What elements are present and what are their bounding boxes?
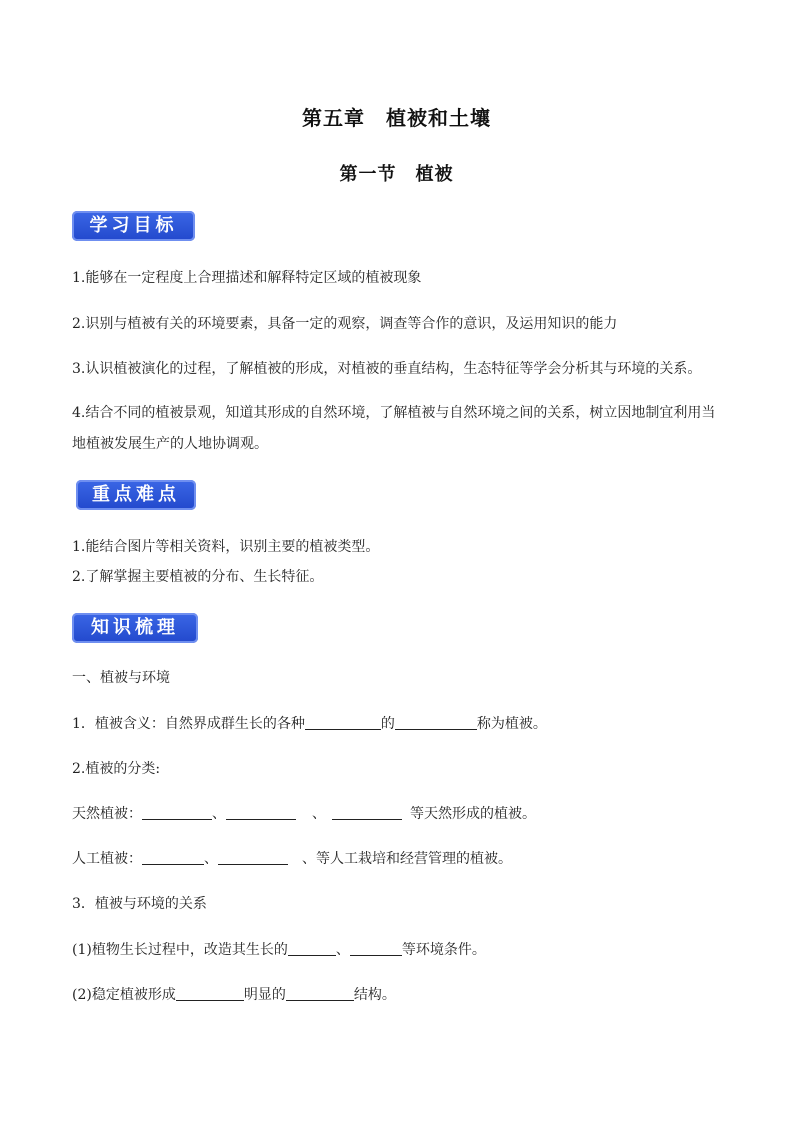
r2-prefix: (2)稳定植被形成 bbox=[72, 987, 176, 1003]
fill-blank[interactable] bbox=[176, 986, 244, 1001]
key-points-badge: 重点难点 bbox=[76, 480, 196, 510]
question-1-definition bbox=[72, 714, 732, 734]
key-point-item-1: 1.能结合图片等相关资料，识别主要的植被类型。 bbox=[72, 539, 380, 555]
relation-item-2 bbox=[72, 985, 732, 1005]
natural-suffix: 等天然形成的植被。 bbox=[410, 806, 536, 822]
q1-mid: 的 bbox=[380, 716, 395, 732]
natural-sep-1: 、 bbox=[212, 806, 226, 822]
section-title: 第一节 植被 bbox=[339, 164, 454, 185]
fill-blank[interactable] bbox=[218, 850, 288, 865]
learning-goals-badge: 学习目标 bbox=[72, 211, 195, 241]
natural-vegetation-line bbox=[72, 804, 732, 824]
knowledge-badge: 知识梳理 bbox=[72, 613, 198, 643]
goal-item-4: 4.结合不同的植被景观，知道其形成的自然环境，了解植被与自然环境之间的关系，树立因地制宜利用当地植被发展生产的人地协调观。 bbox=[72, 405, 716, 452]
artificial-vegetation-line bbox=[72, 849, 732, 869]
artificial-prefix: 人工植被： bbox=[72, 851, 142, 867]
r2-mid: 明显的 bbox=[243, 987, 286, 1003]
fill-blank[interactable] bbox=[286, 986, 354, 1001]
fill-blank[interactable] bbox=[288, 941, 336, 956]
question-3-heading: 3．植被与环境的关系 bbox=[72, 896, 207, 912]
fill-blank[interactable] bbox=[305, 715, 381, 730]
question-2-heading: 2.植被的分类: bbox=[72, 761, 161, 777]
section-heading-vegetation-environment: 一、植被与环境 bbox=[72, 670, 170, 686]
key-point-item-2: 2.了解掌握主要植被的分布、生长特征。 bbox=[72, 569, 324, 585]
goal-item-3: 3.认识植被演化的过程，了解植被的形成，对植被的垂直结构，生态特征等学会分析其与环境的关系。 bbox=[72, 361, 702, 377]
artificial-sep-1: 、 bbox=[204, 851, 218, 867]
artificial-suffix: 、等人工栽培和经营管理的植被。 bbox=[302, 851, 512, 867]
fill-blank[interactable] bbox=[142, 805, 212, 820]
fill-blank[interactable] bbox=[226, 805, 296, 820]
natural-prefix: 天然植被： bbox=[72, 806, 142, 822]
fill-blank[interactable] bbox=[142, 850, 204, 865]
q1-prefix: 1．植被含义：自然界成群生长的各种 bbox=[72, 716, 305, 732]
fill-blank[interactable] bbox=[350, 941, 402, 956]
r1-prefix: (1)植物生长过程中，改造其生长的 bbox=[72, 942, 288, 958]
r1-sep: 、 bbox=[335, 942, 350, 958]
goal-item-1: 1.能够在一定程度上合理描述和解释特定区域的植被现象 bbox=[72, 270, 422, 286]
r1-suffix: 等环境条件。 bbox=[401, 942, 486, 958]
natural-sep-2: 、 bbox=[312, 806, 326, 822]
fill-blank[interactable] bbox=[332, 805, 402, 820]
fill-blank[interactable] bbox=[395, 715, 477, 730]
chapter-title: 第五章 植被和土壤 bbox=[302, 106, 491, 130]
relation-item-1 bbox=[72, 940, 732, 960]
q1-suffix: 称为植被。 bbox=[476, 716, 547, 732]
goal-item-2: 2.识别与植被有关的环境要素，具备一定的观察，调查等合作的意识，及运用知识的能力 bbox=[72, 316, 618, 332]
r2-suffix: 结构。 bbox=[353, 987, 396, 1003]
